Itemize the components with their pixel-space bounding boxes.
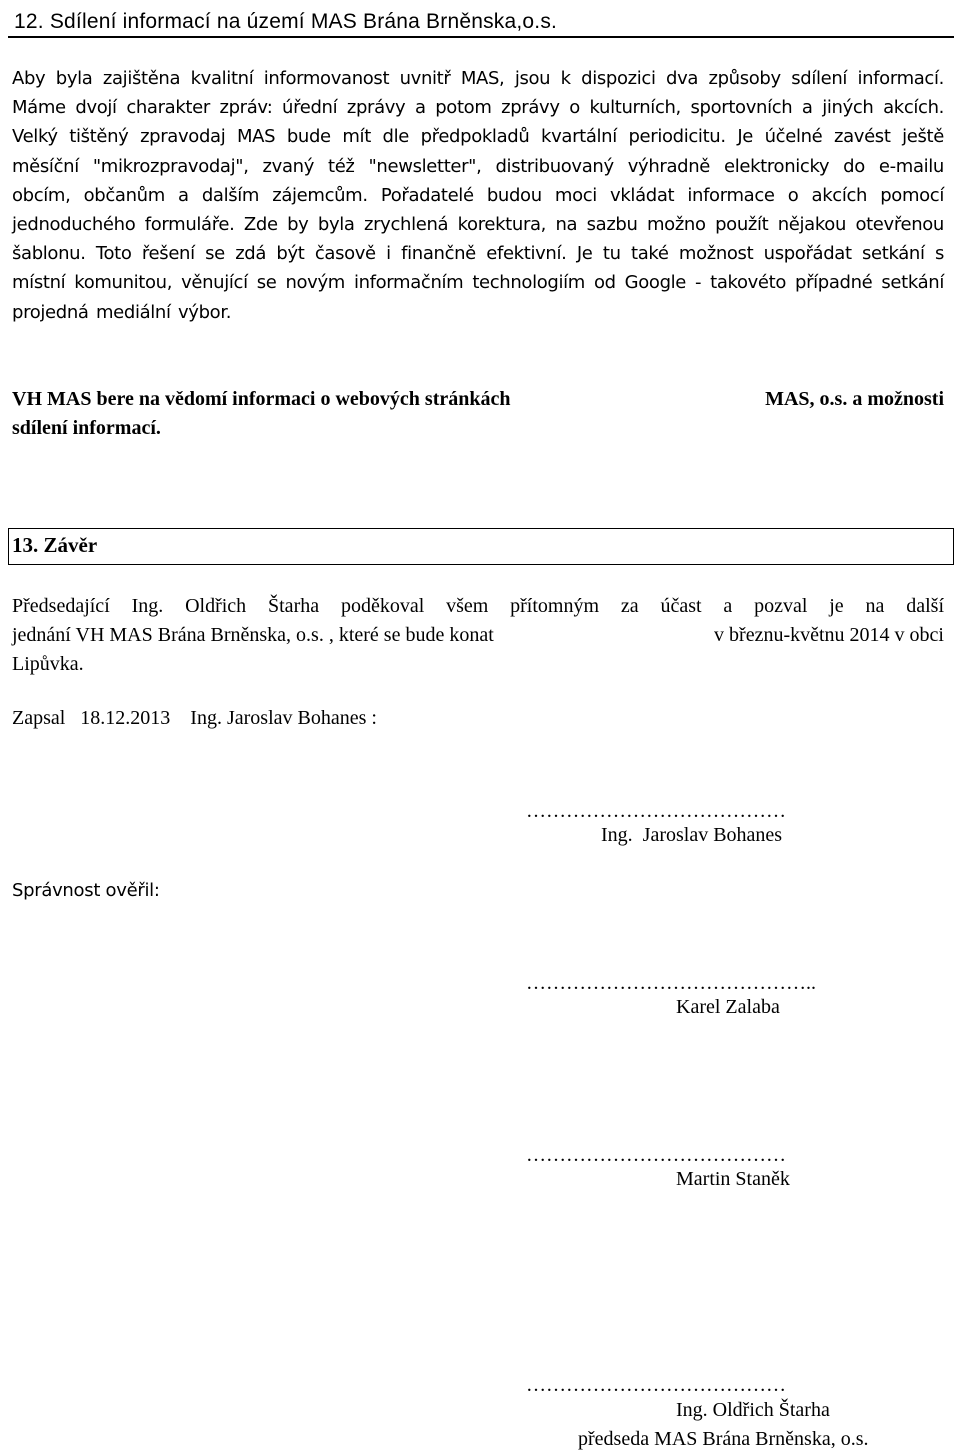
section-12-heading <box>8 4 954 38</box>
resolution-text-part3: sdílení informací. <box>12 417 161 439</box>
resolution-block <box>12 385 944 443</box>
closing-line-2-text-a: jednání VH MAS Brána Brněnska, o.s. , které se bude konat <box>12 624 494 646</box>
signature-line: ………………………………… <box>526 1374 786 1396</box>
signature-name: Martin Staněk <box>676 1168 790 1190</box>
section-13-heading <box>8 528 954 565</box>
resolution-text-part1: VH MAS bere na vědomí informaci o webových stránkách <box>12 388 511 410</box>
closing-line-3: Lipůvka. <box>12 653 84 675</box>
resolution-text-part2: MAS, o.s. a možnosti <box>765 388 944 410</box>
verified-by-label: Správnost ověřil: <box>12 880 160 901</box>
signature-name: Karel Zalaba <box>676 996 780 1018</box>
recorded-by-line: Zapsal 18.12.2013 Ing. Jaroslav Bohanes : <box>12 707 377 729</box>
signature-line: ………………………………… <box>526 800 786 822</box>
closing-line-2-text-b: v březnu-květnu 2014 v obci <box>714 624 944 646</box>
signature-role: předseda MAS Brána Brněnska, o.s. <box>578 1428 869 1450</box>
section-13-title: 13. Závěr <box>12 533 98 557</box>
section-12-title: 12. Sdílení informací na území MAS Brána Brněnska,o.s. <box>14 10 558 33</box>
signature-name: Ing. Jaroslav Bohanes <box>601 824 783 846</box>
closing-line-1-text: Předsedající Ing. Oldřich Štarha poděkoval všem přítomným za účast a pozval je na další <box>12 595 944 617</box>
signature-line: …………………………………….. <box>526 972 816 994</box>
closing-line-1 <box>12 592 944 621</box>
signature-line: ………………………………… <box>526 1144 786 1166</box>
closing-line-2 <box>12 621 944 650</box>
section-12-paragraph: Aby byla zajištěna kvalitní informovanost uvnitř MAS, jsou k dispozici dva způsoby sdílení informací. Máme dvojí charakter zpráv: úřední zprávy a potom zprávy o kulturních, sportovních a jiných akcích. Velký tištěný zpravodaj MAS bude mít dle předpokladů kvartální periodicitu. Je účelné zavést ještě měsíční "mikrozpravodaj", zvaný též "newsletter", distribuovaný výhradně elektronicky do e-mailu obcím, občanům a dalším zájemcům. Pořadatelé budou moci vkládat informace o akcích pomocí jednoduchého formuláře. Zde by byla zrychlená korektura, na sazbu možno použít nějakou otevřenou šablonu. Toto řešení se zdá být časově i finančně efektivní. Je tu také možnost uspořádat setkání s místní komunitou, věnující se novým informačním technologiím od Google - takovéto případné setkání projedná mediální výbor. <box>12 68 944 323</box>
closing-paragraph <box>12 592 944 679</box>
signature-name: Ing. Oldřich Štarha <box>676 1399 830 1421</box>
